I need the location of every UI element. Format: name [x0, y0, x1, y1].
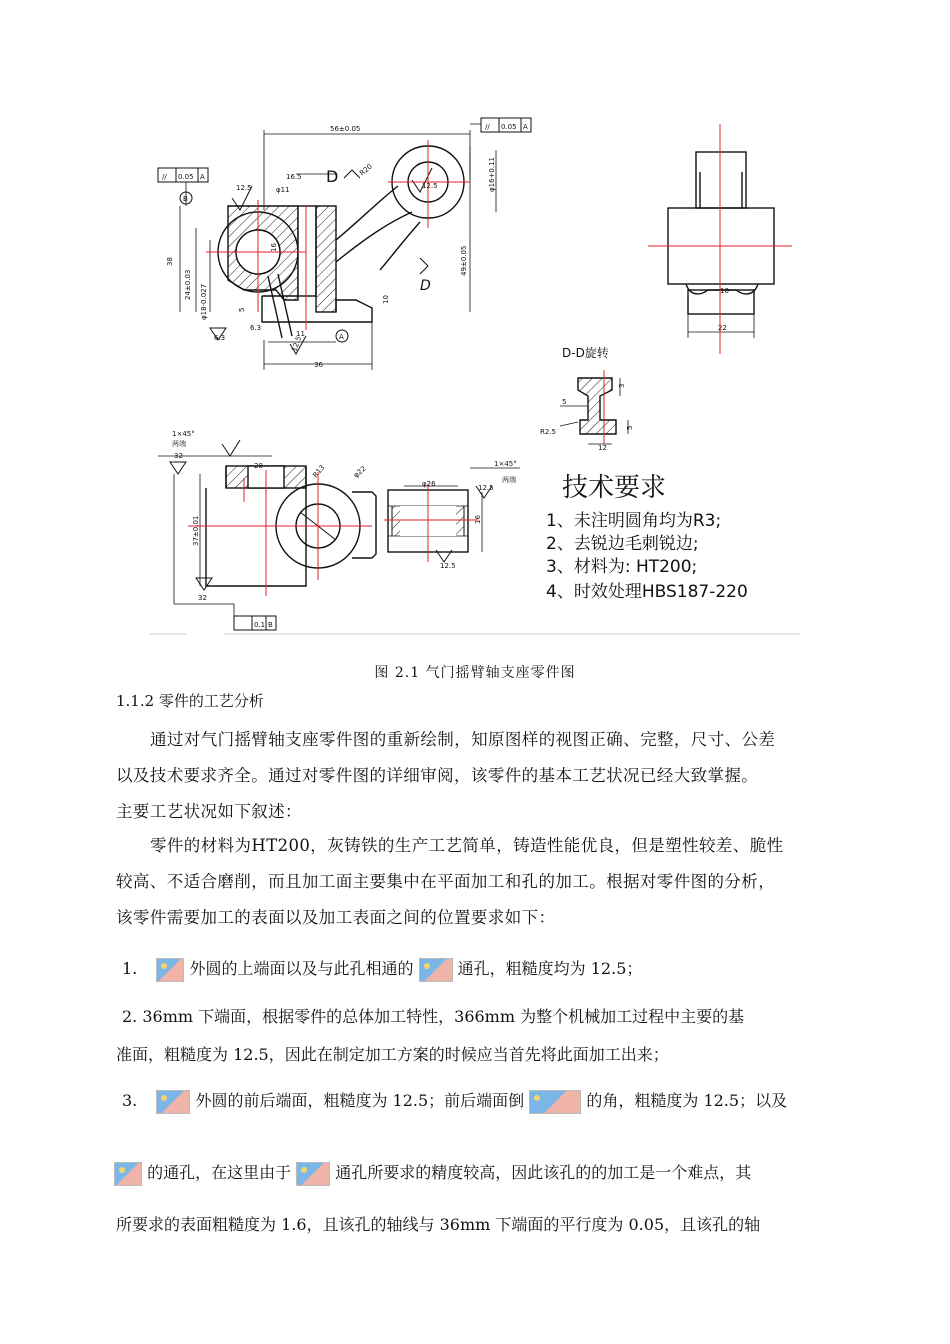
list-item-number: 3. [122, 1091, 138, 1110]
dim-r20: R20 [358, 162, 374, 178]
list-item-text: 通孔，粗糙度均为 12.5； [457, 959, 643, 978]
roughness-5: 32 [174, 452, 183, 460]
bot-dim-r13: R13 [311, 463, 327, 480]
broken-image-icon [114, 1162, 142, 1186]
list-item-2-line-2: 准面，粗糙度为 12.5，因此在制定加工方案的时候应当首先将此面加工出来； [116, 1045, 669, 1064]
dim-16-right: φ16+0.11 [488, 157, 496, 192]
par1-ref: A [200, 173, 205, 181]
dim-10-side: 10 [720, 287, 729, 295]
tech-item-4: 4、时效处理HBS187-220 [546, 582, 748, 602]
par1-val: 0.05 [178, 173, 194, 181]
dim-16-v: 16 [270, 243, 278, 252]
paragraph-1-line: 主要工艺状况如下叙述： [116, 802, 302, 821]
dim-11-bottom: 11 [296, 330, 305, 338]
list-item-text: 外圆的前后端面，粗糙度为 12.5；前后端面倒 [195, 1091, 525, 1110]
list-item-text: 外圆的上端面以及与此孔相通的 [189, 959, 414, 978]
roughness-2: 6.3 [214, 334, 226, 342]
list-item-3 [122, 1088, 787, 1114]
dim-16-5: 16.5 [286, 173, 302, 181]
list-item-number: 1. [122, 959, 138, 978]
roughness-8: 12.5 [478, 484, 494, 492]
bot-dim-28: 28 [254, 462, 263, 470]
tech-item-3: 3、材料为: HT200; [546, 557, 698, 577]
tech-title: 技术要求 [562, 473, 667, 503]
roughness-1: 12.5 [236, 184, 252, 192]
par1-sym: // [162, 173, 167, 181]
view-label-d-1: D [326, 167, 339, 186]
chamfer-note-2: 1×45° [494, 460, 517, 468]
dd-dim-12: 12 [598, 444, 607, 452]
roughness-9: 12.5 [422, 182, 438, 190]
paragraph-2-line: 较高、不适合磨削，而且加工面主要集中在平面加工和孔的加工。根据对零件图的分析， [116, 872, 776, 891]
dim-24: 24±0.03 [184, 269, 192, 300]
list-item-3-continued [114, 1160, 751, 1186]
dim-36: 36 [314, 361, 323, 369]
section-title: D-D旋转 [562, 346, 609, 360]
list-item-text: 通孔所要求的精度较高，因此该孔的的加工是一个难点，其 [335, 1163, 752, 1182]
broken-image-icon [419, 958, 453, 982]
dim-11-top: φ11 [276, 186, 290, 194]
par2-sym: // [485, 123, 490, 131]
bot-dim-26: φ26 [422, 480, 436, 488]
part-drawing [0, 0, 950, 650]
figure-caption: 图 2.1 气门摇臂轴支座零件图 [374, 665, 576, 681]
broken-image-icon [296, 1162, 330, 1186]
datum-b: B [183, 195, 188, 203]
dim-18: φ18-0.027 [200, 283, 208, 320]
list-item-text: 的通孔，在这里由于 [147, 1163, 292, 1182]
broken-image-icon [156, 1090, 190, 1114]
runout-val: 0.1 [254, 621, 266, 629]
roughness-4: 12.5 [290, 335, 304, 353]
view-label-d-2: D [420, 278, 431, 294]
dim-top-width: 56±0.05 [330, 125, 361, 133]
list-item-text: 的角，粗糙度为 12.5；以及 [586, 1091, 788, 1110]
paragraph-2-line: 零件的材料为HT200，灰铸铁的生产工艺简单，铸造性能优良，但是塑性较差、脆性 [150, 836, 784, 855]
list-item-1 [122, 956, 642, 982]
both-ends-note-2: 两端 [502, 476, 516, 484]
roughness-3: 6.3 [250, 324, 262, 332]
roughness-7: 12.5 [440, 562, 456, 570]
bot-dim-37: 37±0.01 [192, 515, 200, 546]
datum-a: A [339, 333, 344, 341]
roughness-6: 32 [198, 594, 207, 602]
paragraph-1-line: 以及技术要求齐全。通过对零件图的详细审阅，该零件的基本工艺状况已经大致掌握。 [116, 766, 759, 785]
paragraph-2 [116, 828, 836, 936]
paragraph-1 [116, 722, 836, 830]
dim-10: 10 [382, 295, 390, 304]
dim-5: 5 [238, 307, 246, 312]
both-ends-note-1: 两端 [172, 440, 186, 448]
last-line: 所要求的表面粗糙度为 1.6，且该孔的轴线与 36mm 下端面的平行度为 0.05，且该孔的轴 [116, 1215, 761, 1234]
tech-item-1: 1、未注明圆角均为R3; [546, 511, 722, 531]
dim-38: 38 [166, 257, 174, 266]
bot-dim-22: φ22 [352, 464, 368, 480]
chamfer-note-1: 1×45° [172, 430, 195, 438]
paragraph-2-line: 该零件需要加工的表面以及加工表面之间的位置要求如下： [116, 908, 556, 927]
list-item-2-line-1: 2. 36mm 下端面，根据零件的总体加工特性，366mm 为整个机械加工过程中主要的基 [122, 1007, 745, 1026]
bot-dim-16: 16 [474, 515, 482, 524]
runout-ref: B [268, 621, 273, 629]
dd-dim-5a: 5 [562, 398, 567, 406]
dd-dim-5b: 5 [626, 425, 634, 430]
par2-val: 0.05 [501, 123, 517, 131]
broken-image-icon [529, 1090, 581, 1114]
dd-dim-3: 3 [618, 383, 626, 388]
section-heading: 1.1.2 零件的工艺分析 [116, 692, 264, 710]
dim-49: 49±0.05 [460, 245, 468, 276]
tech-item-2: 2、去锐边毛刺锐边; [546, 534, 699, 554]
dim-22: 22 [718, 324, 727, 332]
paragraph-1-line: 通过对气门摇臂轴支座零件图的重新绘制，知原图样的视图正确、完整，尺寸、公差 [150, 730, 776, 749]
dd-dim-r25: R2.5 [540, 428, 556, 436]
par2-ref: A [523, 123, 528, 131]
broken-image-icon [156, 958, 184, 982]
